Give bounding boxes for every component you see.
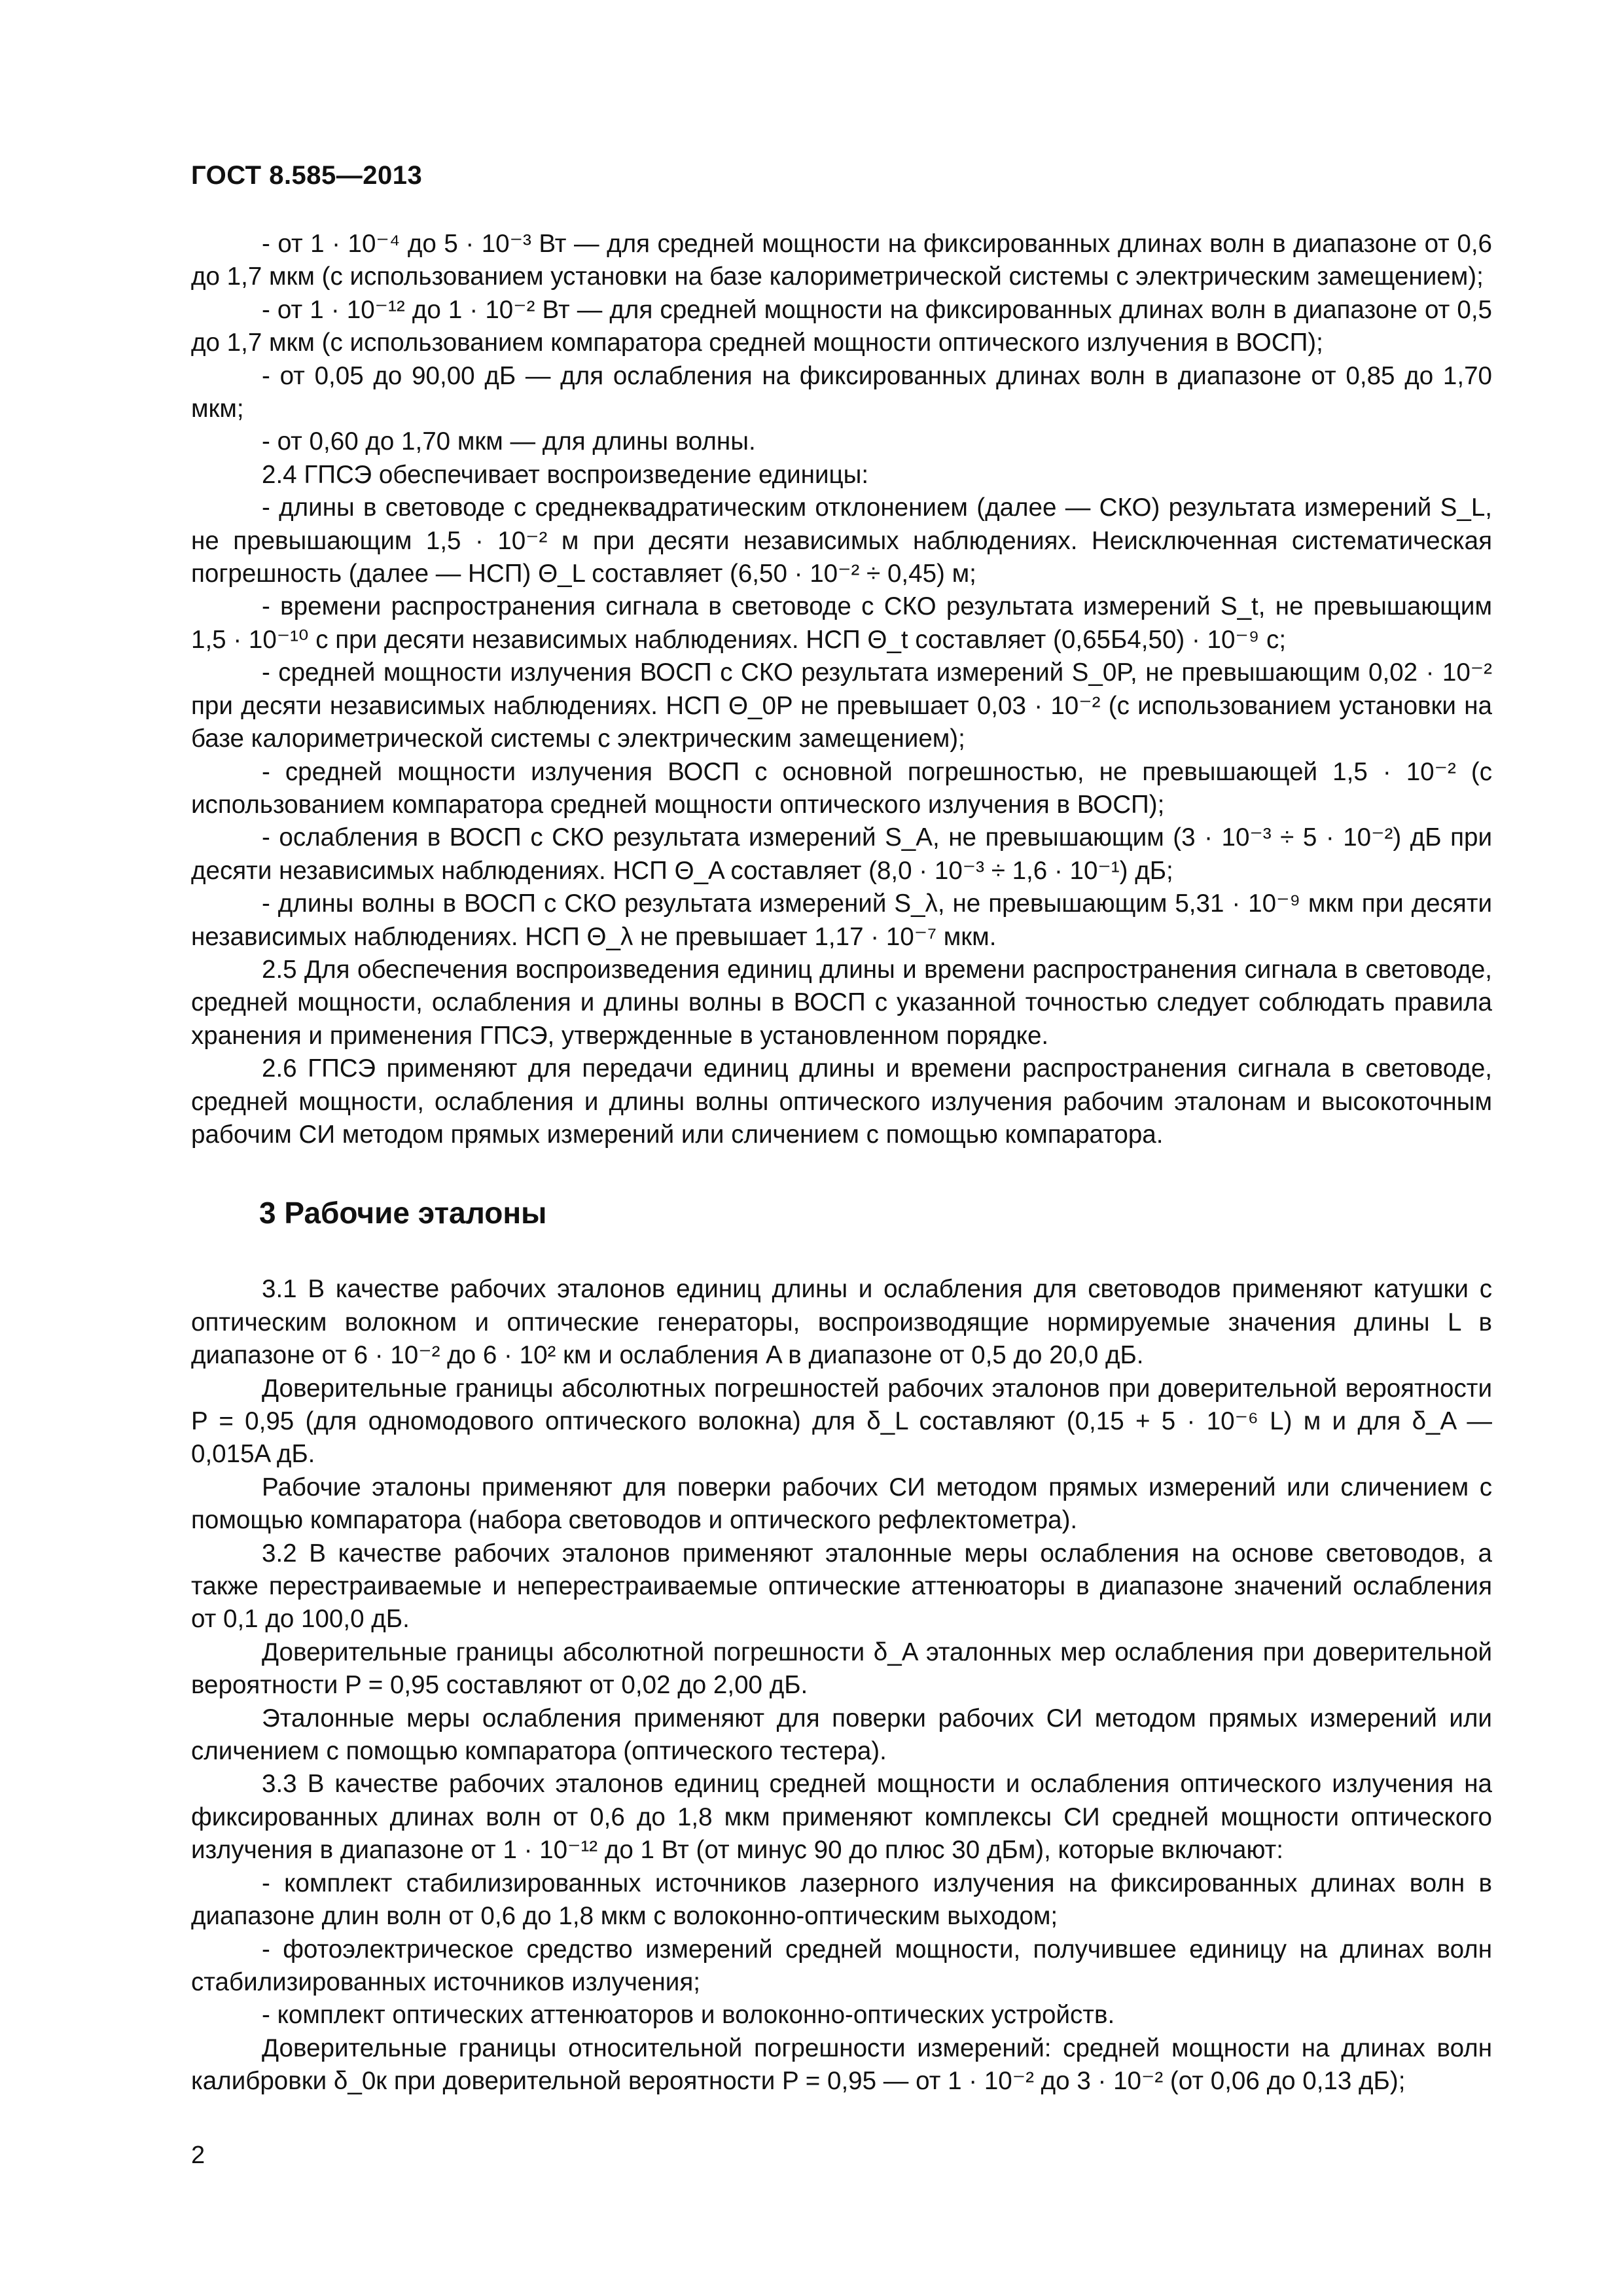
- paragraph: - длины в световоде с среднеквадратическим отклонением (далее — СКО) результата измерений S_L, не превышающим 1,5 · 10⁻² м при десяти независимых наблюдениях. Неисключенная систематическая погрешность (далее — НСП) Θ_L составляет (6,50 · 10⁻² ÷ 0,45) м;: [191, 493, 1492, 588]
- paragraph: 2.6 ГПСЭ применяют для передачи единиц длины и времени распространения сигнала в световоде, средней мощности, ослабления и длины волны оптического излучения рабочим эталонам и высокоточным рабочим СИ методом прямых измерений или сличением с помощью компаратора.: [191, 1054, 1492, 1149]
- page-number: 2: [191, 2142, 205, 2169]
- section-heading: 3 Рабочие эталоны: [259, 1196, 547, 1230]
- paragraph: - от 1 · 10⁻⁴ до 5 · 10⁻³ Вт — для средней мощности на фиксированных длинах волн в диапазоне от 0,6 до 1,7 мкм (с использованием установки на базе калориметрической системы с электрическим замещением);: [191, 230, 1492, 291]
- paragraph: - комплект оптических аттенюаторов и волоконно-оптических устройств.: [262, 2001, 1115, 2030]
- paragraph: Доверительные границы абсолютных погрешностей рабочих эталонов при доверительной вероятности P = 0,95 (для одномодового оптического волокна) для δ_L составляют (0,15 + 5 · 10⁻⁶ L) м и для δ_A — 0,015A дБ.: [191, 1374, 1492, 1469]
- paragraph: - времени распространения сигнала в световоде с СКО результата измерений S_t, не превышающим 1,5 · 10⁻¹⁰ с при десяти независимых наблюдениях. НСП Θ_t составляет (0,65Б4,50) · 10⁻⁹ с;: [191, 592, 1492, 654]
- paragraph: 2.4 ГПСЭ обеспечивает воспроизведение единицы:: [262, 460, 869, 489]
- paragraph: - от 1 · 10⁻¹² до 1 · 10⁻² Вт — для средней мощности на фиксированных длинах волн в диапазоне от 0,5 до 1,7 мкм (с использованием компаратора средней мощности оптического излучения в ВОСП);: [191, 295, 1492, 357]
- paragraph: - от 0,05 до 90,00 дБ — для ослабления на фиксированных длинах волн в диапазоне от 0,85 до 1,70 мкм;: [191, 361, 1492, 423]
- paragraph: - фотоэлектрическое средство измерений средней мощности, получившее единицу на длинах волн стабилизированных источников излучения;: [191, 1935, 1492, 1996]
- document-body: [191, 228, 1492, 2098]
- paragraph: Рабочие эталоны применяют для поверки рабочих СИ методом прямых измерений или сличением с помощью компаратора (набора световодов и оптического рефлектометра).: [191, 1473, 1492, 1535]
- paragraph: 3.2 В качестве рабочих эталонов применяют эталонные меры ослабления на основе световодов, а также перестраиваемые и неперестраиваемые оптические аттенюаторы в диапазоне значений ослабления от 0,1 до 100,0 дБ.: [191, 1539, 1492, 1634]
- document-header: ГОСТ 8.585—2013: [191, 161, 423, 190]
- paragraph: Доверительные границы абсолютной погрешности δ_A эталонных мер ослабления при доверительной вероятности P = 0,95 составляют от 0,02 до 2,00 дБ.: [191, 1638, 1492, 1700]
- paragraph: - длины волны в ВОСП с СКО результата измерений S_λ, не превышающим 5,31 · 10⁻⁹ мкм при десяти независимых наблюдениях. НСП Θ_λ не превышает 1,17 · 10⁻⁷ мкм.: [191, 889, 1492, 951]
- paragraph: 3.1 В качестве рабочих эталонов единиц длины и ослабления для световодов применяют катушки с оптическим волокном и оптические генераторы, воспроизводящие нормируемые значения длины L в диапазоне от 6 · 10⁻² до 6 · 10² км и ослабления A в диапазоне от 0,5 до 20,0 дБ.: [191, 1275, 1492, 1370]
- paragraph: 2.5 Для обеспечения воспроизведения единиц длины и времени распространения сигнала в световоде, средней мощности, ослабления и длины волны в ВОСП с указанной точностью следует соблюдать правила хранения и применения ГПСЭ, утвержденные в установленном порядке.: [191, 955, 1492, 1050]
- paragraph: Эталонные меры ослабления применяют для поверки рабочих СИ методом прямых измерений или сличением с помощью компаратора (оптического тестера).: [191, 1704, 1492, 1766]
- paragraph: - средней мощности излучения ВОСП с СКО результата измерений S_0P, не превышающим 0,02 · 10⁻² при десяти независимых наблюдениях. НСП Θ_0P не превышает 0,03 · 10⁻² (с использованием установки на базе калориметрической системы с электрическим замещением);: [191, 658, 1492, 753]
- paragraph: - средней мощности излучения ВОСП с основной погрешностью, не превышающей 1,5 · 10⁻² (с использованием компаратора средней мощности оптического излучения в ВОСП);: [191, 757, 1492, 819]
- paragraph: Доверительные границы относительной погрешности измерений: средней мощности на длинах волн калибровки δ_0к при доверительной вероятности P = 0,95 — от 1 · 10⁻² до 3 · 10⁻² (от 0,06 до 0,13 дБ);: [191, 2034, 1492, 2096]
- paragraph: - ослабления в ВОСП с СКО результата измерений S_A, не превышающим (3 · 10⁻³ ÷ 5 · 10⁻²) дБ при десяти независимых наблюдениях. НСП Θ_A составляет (8,0 · 10⁻³ ÷ 1,6 · 10⁻¹) дБ;: [191, 823, 1492, 885]
- paragraph: - комплект стабилизированных источников лазерного излучения на фиксированных длинах волн в диапазоне длин волн от 0,6 до 1,8 мкм с волоконно-оптическим выходом;: [191, 1869, 1492, 1931]
- paragraph: 3.3 В качестве рабочих эталонов единиц средней мощности и ослабления оптического излучения на фиксированных длинах волн от 0,6 до 1,8 мкм применяют комплексы СИ средней мощности оптического излучения в диапазоне от 1 · 10⁻¹² до 1 Вт (от минус 90 до плюс 30 дБм), которые включают:: [191, 1770, 1492, 1865]
- paragraph: - от 0,60 до 1,70 мкм — для длины волны.: [262, 427, 756, 456]
